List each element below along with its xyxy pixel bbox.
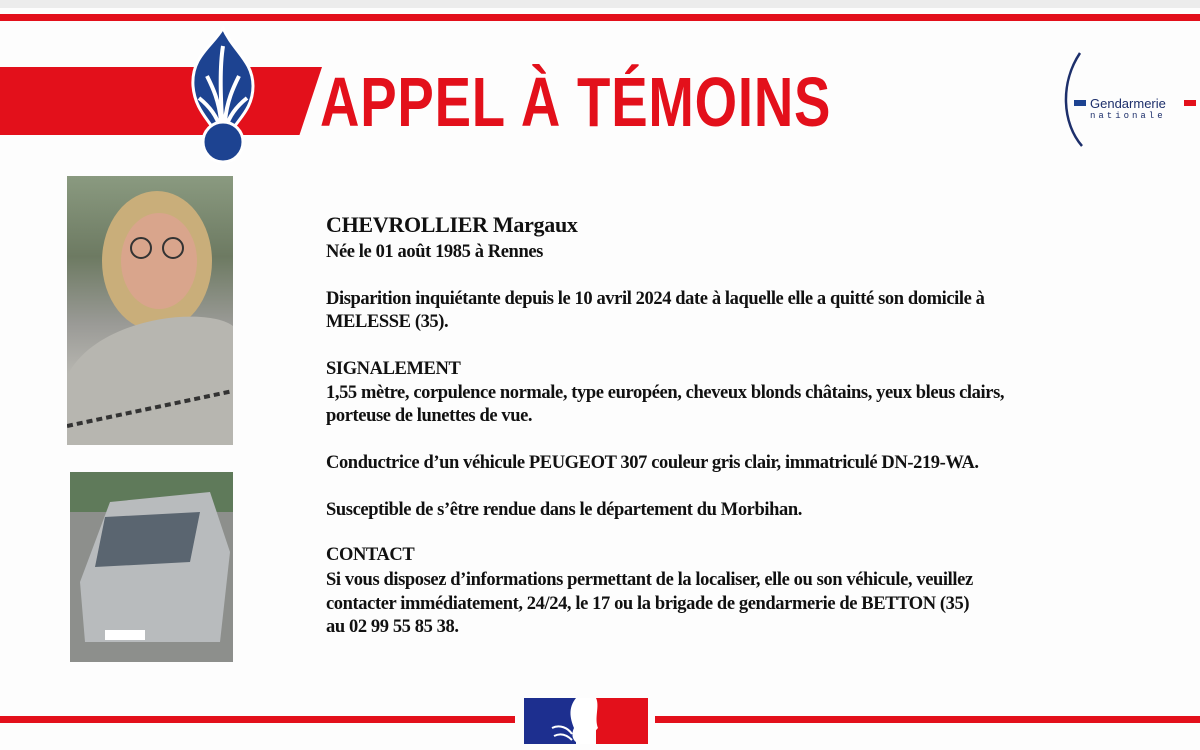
description-text: porteuse de lunettes de vue. [326,406,533,426]
bottom-red-line-left [0,716,515,723]
top-red-line [0,14,1200,21]
logo-text: Gendarmerie [1090,96,1166,111]
description-text: 1,55 mètre, corpulence normale, type européen, cheveux blonds châtains, yeux bleus clairs, [326,383,1005,403]
person-name: CHEVROLLIER Margaux [326,212,578,237]
contact-phone: au 02 99 55 85 38. [326,617,459,637]
description-heading: SIGNALEMENT [326,359,461,379]
logo-subtext: nationale [1090,111,1166,121]
vehicle-text: Conductrice d’un véhicule PEUGEOT 307 couleur gris clair, immatriculé DN-219-WA. [326,453,979,473]
contact-text: contacter immédiatement, 24/24, le 17 ou la brigade de gendarmerie de BETTON (35) [326,594,970,614]
disappearance-text: Disparition inquiétante depuis le 10 avril 2024 date à laquelle elle a quitté son domicile à [326,289,985,309]
bottom-red-line-right [655,716,1200,723]
marianne-logo-icon [524,698,648,744]
location-text: Susceptible de s’être rendue dans le département du Morbihan. [326,500,802,520]
disappearance-text: MELESSE (35). [326,312,449,332]
birth-info: Née le 01 août 1985 à Rennes [326,242,543,262]
contact-heading: CONTACT [326,545,415,565]
top-strip [0,0,1200,8]
missing-person-photo [67,176,233,445]
red-band [0,67,322,135]
page-title: APPEL À TÉMOINS [320,63,832,141]
grenade-emblem-icon [183,26,263,166]
vehicle-photo [70,472,233,662]
contact-text: Si vous disposez d’informations permettant de la localiser, elle ou son véhicule, veuillez [326,570,973,590]
